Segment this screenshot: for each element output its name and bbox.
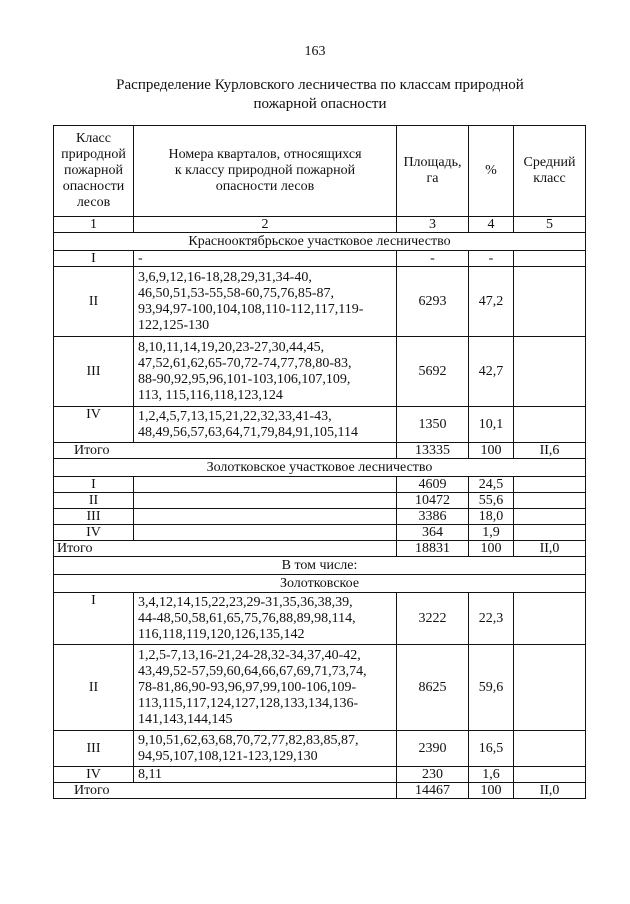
- total-percent: 100: [469, 783, 514, 799]
- percent-cell: 10,1: [469, 407, 514, 443]
- section-title: Золотковское: [54, 575, 586, 593]
- quarters-cell: -: [134, 251, 397, 267]
- total-avg-class: II,0: [514, 541, 586, 557]
- class-cell: III: [54, 731, 134, 767]
- percent-cell: 1,6: [469, 767, 514, 783]
- quarters-cell: [134, 509, 397, 525]
- area-cell: 230: [397, 767, 469, 783]
- quarters-cell: 9,10,51,62,63,68,70,72,77,82,83,85,87, 94,95,107,108,121-123,129,130: [134, 731, 397, 767]
- area-cell: 3386: [397, 509, 469, 525]
- area-cell: 1350: [397, 407, 469, 443]
- class-cell: I: [54, 477, 134, 493]
- class-cell: II: [54, 645, 134, 731]
- avg-cell: [514, 593, 586, 645]
- area-cell: 364: [397, 525, 469, 541]
- header-quarters: Номера кварталов, относящихся к классу природной пожарной опасности лесов: [134, 126, 397, 217]
- total-avg-class: II,6: [514, 443, 586, 459]
- percent-cell: 55,6: [469, 493, 514, 509]
- avg-cell: [514, 477, 586, 493]
- percent-cell: 47,2: [469, 267, 514, 337]
- quarters-cell: 8,10,11,14,19,20,23-27,30,44,45, 47,52,61,62,65-70,72-74,77,78,80-83, 88-90,92,95,96,101-103,106,107,109, 113, 115,116,118,123,124: [134, 337, 397, 407]
- fire-danger-table: [53, 125, 586, 799]
- total-area: 14467: [397, 783, 469, 799]
- col-number: 3: [397, 217, 469, 233]
- class-cell: I: [54, 593, 134, 645]
- percent-cell: 18,0: [469, 509, 514, 525]
- document-title: [60, 76, 580, 114]
- class-cell: II: [54, 267, 134, 337]
- quarters-cell: [134, 525, 397, 541]
- title-line: Распределение Курловского лесничества по классам природной: [116, 77, 524, 93]
- section-title: Золотковское участковое лесничество: [54, 459, 586, 477]
- total-percent: 100: [469, 443, 514, 459]
- quarters-cell: 1,2,4,5,7,13,15,21,22,32,33,41-43, 48,49,56,57,63,64,71,79,84,91,105,114: [134, 407, 397, 443]
- area-cell: 4609: [397, 477, 469, 493]
- total-area: 13335: [397, 443, 469, 459]
- total-label: Итого: [54, 783, 397, 799]
- area-cell: 6293: [397, 267, 469, 337]
- quarters-cell: [134, 477, 397, 493]
- header-class: Класс природной пожарной опасности лесов: [54, 126, 134, 217]
- percent-cell: 1,9: [469, 525, 514, 541]
- avg-cell: [514, 767, 586, 783]
- col-number: 1: [54, 217, 134, 233]
- including-label: В том числе:: [54, 557, 586, 575]
- header-area: Площадь, га: [397, 126, 469, 217]
- area-cell: 5692: [397, 337, 469, 407]
- quarters-cell: [134, 493, 397, 509]
- avg-cell: [514, 525, 586, 541]
- area-cell: 2390: [397, 731, 469, 767]
- total-label: Итого: [54, 443, 397, 459]
- class-cell: IV: [54, 767, 134, 783]
- avg-cell: [514, 509, 586, 525]
- total-avg-class: II,0: [514, 783, 586, 799]
- avg-cell: [514, 251, 586, 267]
- area-cell: 10472: [397, 493, 469, 509]
- avg-cell: [514, 267, 586, 337]
- class-cell: I: [54, 251, 134, 267]
- total-label: Итого: [54, 541, 397, 557]
- col-number: 2: [134, 217, 397, 233]
- quarters-cell: 1,2,5-7,13,16-21,24-28,32-34,37,40-42, 43,49,52-57,59,60,64,66,67,69,71,73,74, 78-81,86,90-93,96,97,99,100-106,109- 113,115,117,124,127,128,133,134,136- 141,143,144,145: [134, 645, 397, 731]
- total-percent: 100: [469, 541, 514, 557]
- col-number: 4: [469, 217, 514, 233]
- area-cell: -: [397, 251, 469, 267]
- percent-cell: 22,3: [469, 593, 514, 645]
- percent-cell: 16,5: [469, 731, 514, 767]
- class-cell: IV: [54, 407, 134, 443]
- total-area: 18831: [397, 541, 469, 557]
- page-number: 163: [304, 44, 326, 59]
- quarters-cell: 3,4,12,14,15,22,23,29-31,35,36,38,39, 44-48,50,58,61,65,75,76,88,89,98,114, 116,118,119,120,126,135,142: [134, 593, 397, 645]
- header-percent: %: [469, 126, 514, 217]
- class-cell: III: [54, 509, 134, 525]
- quarters-cell: 8,11: [134, 767, 397, 783]
- avg-cell: [514, 337, 586, 407]
- class-cell: II: [54, 493, 134, 509]
- col-number: 5: [514, 217, 586, 233]
- header-avg-class: Средний класс: [514, 126, 586, 217]
- percent-cell: 42,7: [469, 337, 514, 407]
- title-line: пожарной опасности: [253, 96, 387, 112]
- section-title: Краснооктябрьское участковое лесничество: [54, 233, 586, 251]
- avg-cell: [514, 407, 586, 443]
- class-cell: III: [54, 337, 134, 407]
- class-cell: IV: [54, 525, 134, 541]
- avg-cell: [514, 645, 586, 731]
- percent-cell: 59,6: [469, 645, 514, 731]
- percent-cell: 24,5: [469, 477, 514, 493]
- area-cell: 3222: [397, 593, 469, 645]
- quarters-cell: 3,6,9,12,16-18,28,29,31,34-40, 46,50,51,53-55,58-60,75,76,85-87, 93,94,97-100,104,108,110-112,117,119- 122,125-130: [134, 267, 397, 337]
- percent-cell: -: [469, 251, 514, 267]
- avg-cell: [514, 731, 586, 767]
- area-cell: 8625: [397, 645, 469, 731]
- avg-cell: [514, 493, 586, 509]
